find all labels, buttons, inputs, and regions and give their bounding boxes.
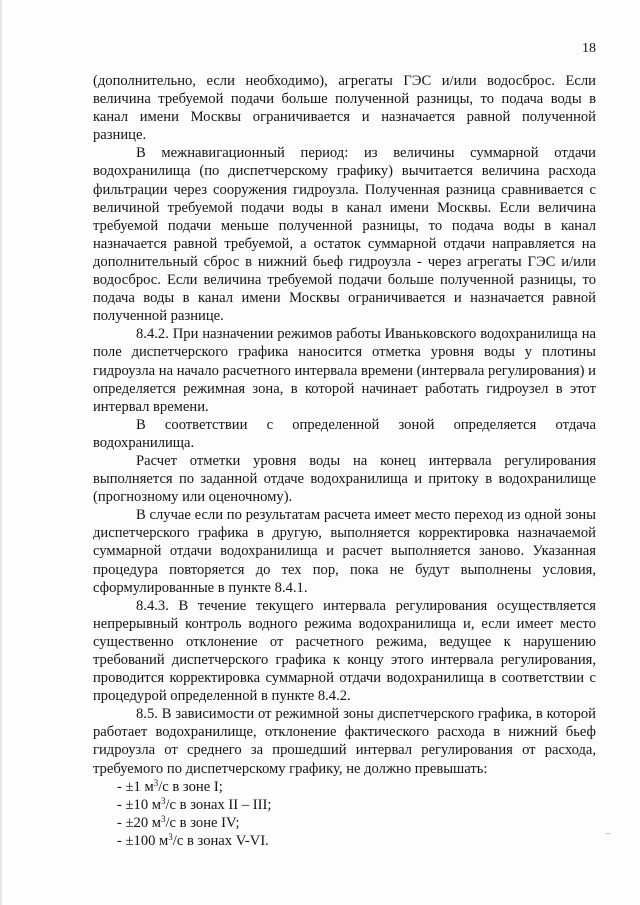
list-item: - ±1 $м^3/с$ в зоне I;: [117, 777, 223, 795]
scan-mark: [605, 833, 611, 834]
page-number: 18: [582, 41, 596, 56]
paragraph: В случае если по результатам расчета имеет место переход из одной зоны диспетчерского графика в другую, выполняется корректировка назначаемой суммарной отдачи водохранилища и расчет выполняется заново. Указанная процедура повторяется до тех пор, пока не будут выполнены условия, сформулированные в пункте 8.4.1.: [93, 507, 596, 596]
paragraph: (дополнительно, если необходимо), агрегаты ГЭС и/или водосброс. Если величина требуемой подачи больше полученной разницы, то подача воды в канал имени Москвы ограничивается и назначается равной полученной разнице.: [93, 73, 596, 144]
list-item: - ±10 $м^3/с$ в зонах II – III;: [117, 795, 272, 813]
scan-edge: [0, 0, 2, 905]
paragraph: В соответствии с определенной зоной определяется отдача водохранилища.: [93, 416, 596, 451]
paragraph: 8.4.2. При назначении режимов работы Иваньковского водохранилища на поле диспетчерского графика наносится отметка уровня воды у плотины гидроузла на начало расчетного интервала времени (интервала регулирования) и определяется режимная зона, в которой начинает работать гидроузел в этот интервал времени.: [93, 326, 596, 415]
paragraph: В межнавигационный период: из величины суммарной отдачи водохранилища (по диспетчерскому графику) вычитается величина расхода фильтрации через сооружения гидроузла. Полученная разница сравнивается с величиной требуемой подачи воды в канал имени Москвы. Если величина требуемой подачи меньше полученной разницы, то подача воды в канал назначается равной требуемой, а остаток суммарной отдачи направляется на дополнительный сброс в нижний бьеф гидроузла - через агрегаты ГЭС и/или водосброс. Если величина требуемой подачи больше полученной разницы, то подача воды в канал имени Москвы ограничивается и назначается равной полученной разнице.: [93, 145, 596, 325]
body-text: [93, 72, 596, 850]
paragraph: 8.5. В зависимости от режимной зоны диспетчерского графика, в которой работает водохранилище, отклонение фактического расхода в нижний бьеф гидроузла от среднего за прошедший интервал регулирования от расхода, требуемого по диспетчерскому графику, не должно превышать:: [93, 706, 596, 777]
paragraph: 8.4.3. В течение текущего интервала регулирования осуществляется непрерывный контроль водного режима водохранилища и, если имеет место существенно отклонение от расчетного режима, ведущее к нарушению требований диспетчерского графика к концу этого интервала регулирования, проводится корректировка суммарной отдачи водохранилища в соответствии с процедурой определенной в пункте 8.4.2.: [93, 597, 596, 705]
list-item: - ±20 $м^3/с$ в зоне IV;: [117, 813, 240, 831]
list-item: - ±100 $м^3/с$ в зонах V-VI.: [117, 831, 269, 849]
deviation-list: [93, 778, 596, 850]
paragraph: Расчет отметки уровня воды на конец интервала регулирования выполняется по заданной отдаче водохранилища и притоку в водохранилище (прогнозному или оценочному).: [93, 452, 596, 506]
